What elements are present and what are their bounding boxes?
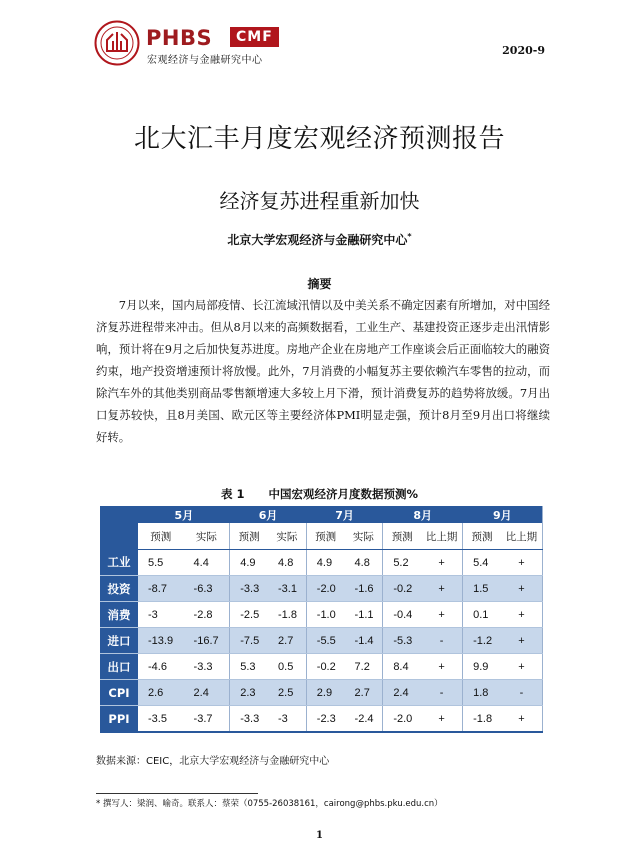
table-cell: -2.0 [306, 576, 344, 602]
author-name: 北京大学宏观经济与金融研究中心 [227, 233, 408, 247]
month-header: 9月 [463, 506, 543, 523]
table-row [100, 576, 543, 602]
table-row [100, 680, 543, 706]
table-cell: -8.7 [138, 576, 184, 602]
footnote-divider [96, 793, 258, 794]
table-cell: 1.8 [463, 680, 501, 706]
table-row [100, 602, 543, 628]
table-cell: 2.5 [268, 680, 306, 706]
table-cell: 0.1 [463, 602, 501, 628]
report-author [0, 231, 639, 248]
table-cell: 8.4 [383, 654, 421, 680]
row-label: 进口 [100, 628, 138, 654]
abstract-body: 7月以来，国内局部疫情、长江流域汛情以及中美关系不确定因素有所增加，对中国经济复苏进程带来冲击。但从8月以来的高频数据看，工业生产、基建投资正逐步走出汛情影响，预计将在9月之后加快复苏进度。房地产企业在房地产工作座谈会后正面临较大的融资约束，地产投资增速预计将放慢。此外，7月消费的小幅复苏主要依赖汽车零售的拉动，而除汽车外的其他类别商品零售额增速大多较上月下滑，预计消费复苏的趋势将放缓。7月出口复苏较快，且8月美国、欧元区等主要经济体PMI明显走强，预计8月至9月出口将继续好转。 [96, 298, 550, 444]
table-cell: 5.4 [463, 550, 501, 576]
table-cell: + [501, 654, 543, 680]
table-cell: 4.9 [306, 550, 344, 576]
table-cell: -1.2 [463, 628, 501, 654]
author-footnote-mark: * [407, 232, 412, 241]
table-cell: -3.3 [230, 576, 268, 602]
brand-name: PHBS [146, 26, 213, 50]
table-cell: 5.2 [383, 550, 421, 576]
brand-subtitle: 宏观经济与金融研究中心 [147, 55, 263, 66]
row-label: 投资 [100, 576, 138, 602]
page-number: 1 [316, 830, 323, 841]
table-cell: 4.8 [268, 550, 306, 576]
table-cell: 1.5 [463, 576, 501, 602]
subheader-cell: 预测 [138, 523, 184, 550]
table-cell: -3 [268, 706, 306, 733]
table-cell: -6.3 [184, 576, 230, 602]
subheader-cell: 实际 [268, 523, 306, 550]
table-cell: 2.7 [268, 628, 306, 654]
table-cell: + [421, 706, 463, 733]
table-cell: 4.8 [345, 550, 383, 576]
table-cell: 0.5 [268, 654, 306, 680]
row-label: 工业 [100, 550, 138, 576]
table-row [100, 628, 543, 654]
month-header: 6月 [230, 506, 307, 523]
table-cell: -2.5 [230, 602, 268, 628]
row-label: CPI [100, 680, 138, 706]
table-cell: -1.8 [268, 602, 306, 628]
table-number: 表 1 [220, 487, 245, 501]
table-cell: -5.3 [383, 628, 421, 654]
subheader-row [100, 523, 543, 550]
table-cell: -2.4 [345, 706, 383, 733]
month-header-row [100, 506, 543, 523]
table-cell: + [501, 576, 543, 602]
table-cell: 2.4 [184, 680, 230, 706]
corner-cell [100, 523, 138, 550]
table-cell: 2.6 [138, 680, 184, 706]
table-cell: + [501, 550, 543, 576]
table-cell: -4.6 [138, 654, 184, 680]
abstract-heading: 摘要 [307, 277, 332, 291]
table-row [100, 654, 543, 680]
table-cell: -13.9 [138, 628, 184, 654]
subheader-cell: 预测 [230, 523, 268, 550]
report-date: 2020-9 [502, 44, 545, 57]
subheader-cell: 比上期 [421, 523, 463, 550]
table-cell: + [501, 628, 543, 654]
table-cell: 2.3 [230, 680, 268, 706]
table-cell: + [421, 576, 463, 602]
table-cell: 4.4 [184, 550, 230, 576]
table-cell: -3.5 [138, 706, 184, 733]
subheader-cell: 实际 [345, 523, 383, 550]
table-caption [0, 486, 639, 502]
table-row [100, 550, 543, 576]
month-header: 8月 [383, 506, 463, 523]
table-cell: -1.8 [463, 706, 501, 733]
table-cell: -1.0 [306, 602, 344, 628]
table-cell: + [421, 602, 463, 628]
report-header [94, 20, 554, 68]
table-cell: -7.5 [230, 628, 268, 654]
corner-cell [100, 506, 138, 523]
table-cell: - [421, 680, 463, 706]
table-title: 中国宏观经济月度数据预测% [268, 487, 419, 501]
table-cell: -3.3 [184, 654, 230, 680]
table-cell: + [501, 706, 543, 733]
table-cell: 2.9 [306, 680, 344, 706]
month-header: 5月 [138, 506, 230, 523]
table-cell: + [501, 602, 543, 628]
table-cell: 7.2 [345, 654, 383, 680]
subheader-cell: 预测 [383, 523, 421, 550]
table-cell: + [421, 550, 463, 576]
table-cell: 2.7 [345, 680, 383, 706]
table-cell: 5.5 [138, 550, 184, 576]
data-source: 数据来源：CEIC，北京大学宏观经济与金融研究中心 [96, 756, 330, 767]
subheader-cell: 预测 [463, 523, 501, 550]
table-cell: -0.4 [383, 602, 421, 628]
report-title: 北大汇丰月度宏观经济预测报告 [133, 124, 505, 154]
table-cell: 2.4 [383, 680, 421, 706]
table-cell: -1.4 [345, 628, 383, 654]
table-cell: -3.7 [184, 706, 230, 733]
brand-badge: CMF [230, 27, 279, 47]
table-cell: -1.6 [345, 576, 383, 602]
month-header: 7月 [306, 506, 383, 523]
table-cell: -2.3 [306, 706, 344, 733]
table-cell: 4.9 [230, 550, 268, 576]
table-cell: -0.2 [306, 654, 344, 680]
table-cell: -0.2 [383, 576, 421, 602]
table-cell: -3.3 [230, 706, 268, 733]
table-cell: -5.5 [306, 628, 344, 654]
subheader-cell: 预测 [306, 523, 344, 550]
row-label: 消费 [100, 602, 138, 628]
table-cell: 9.9 [463, 654, 501, 680]
footnote: * 撰写人：梁润、喻奇。联系人：蔡荣（0755-26038161，cairong@phbs.pku.edu.cn） [96, 799, 443, 809]
table-cell: -16.7 [184, 628, 230, 654]
table-cell: - [421, 628, 463, 654]
table-cell: + [421, 654, 463, 680]
table-cell: -2.0 [383, 706, 421, 733]
report-subtitle: 经济复苏进程重新加快 [219, 189, 420, 213]
subheader-cell: 实际 [184, 523, 230, 550]
pku-seal-logo [94, 20, 140, 66]
forecast-table [100, 506, 543, 733]
table-cell: -2.8 [184, 602, 230, 628]
row-label: PPI [100, 706, 138, 733]
subheader-cell: 比上期 [501, 523, 543, 550]
table-cell: - [501, 680, 543, 706]
table-row [100, 706, 543, 733]
table-cell: -1.1 [345, 602, 383, 628]
row-label: 出口 [100, 654, 138, 680]
table-cell: 5.3 [230, 654, 268, 680]
table-cell: -3 [138, 602, 184, 628]
table-cell: -3.1 [268, 576, 306, 602]
